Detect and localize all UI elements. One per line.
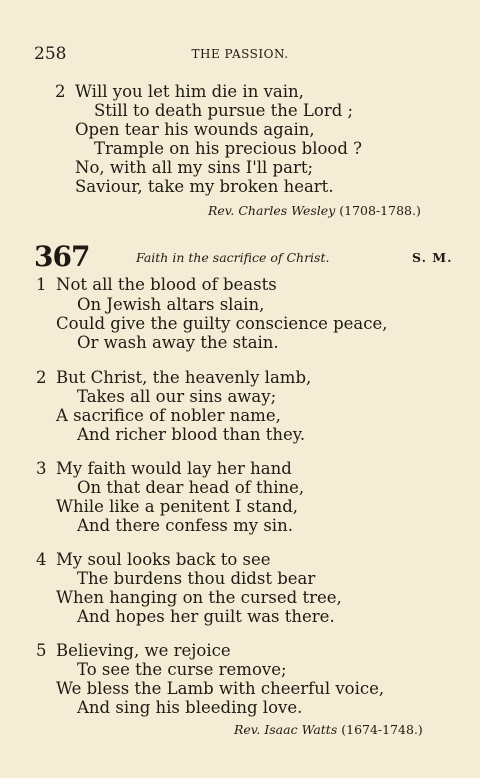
verse-line: Will you let him die in vain, [75, 82, 304, 101]
verse-line: The burdens thou didst bear [77, 569, 316, 588]
verse-line: While like a penitent I stand, [56, 497, 299, 516]
verse-line: Still to death pursue the Lord ; [94, 101, 354, 120]
verse-number: 2 [36, 368, 47, 387]
hymn-number: 367 [34, 240, 90, 273]
verse-line: Trample on his precious blood ? [94, 139, 363, 158]
author-dates: (1674-1748.) [341, 722, 423, 737]
verse-line: We bless the Lamb with cheerful voice, [56, 679, 385, 698]
verse-number: 4 [36, 550, 47, 569]
verse-line: And sing his bleeding love. [77, 698, 303, 717]
verse-line: Believing, we rejoice [56, 641, 231, 660]
verse-line: Saviour, take my broken heart. [75, 177, 334, 196]
hymn-meter: S. M. [412, 250, 453, 265]
verse-line: Or wash away the stain. [77, 333, 279, 352]
page-number: 258 [34, 44, 67, 64]
verse-number: 1 [36, 275, 47, 294]
verse-line: When hanging on the cursed tree, [56, 588, 342, 607]
verse-line: Not all the blood of beasts [56, 275, 277, 294]
verse-line: And richer blood than they. [77, 425, 306, 444]
verse-line: Takes all our sins away; [77, 387, 277, 406]
verse-line: No, with all my sins I'll part; [75, 158, 314, 177]
verse-number: 5 [36, 641, 47, 660]
verse-line: A sacrifice of nobler name, [56, 406, 281, 425]
verse-line: On Jewish altars slain, [77, 295, 265, 314]
verse-line: And there confess my sin. [77, 516, 293, 535]
verse-line: My soul looks back to see [56, 550, 271, 569]
author-attribution [234, 722, 423, 737]
author-dates: (1708-1788.) [339, 203, 421, 218]
verse-line: And hopes her guilt was there. [77, 607, 335, 626]
verse-number: 2 [55, 82, 66, 101]
author-name: Rev. Isaac Watts [234, 722, 338, 737]
author-name: Rev. Charles Wesley [208, 203, 336, 218]
verse-line: But Christ, the heavenly lamb, [56, 368, 312, 387]
verse-line: On that dear head of thine, [77, 478, 305, 497]
verse-number: 3 [36, 459, 47, 478]
running-title: THE PASSION. [191, 47, 289, 61]
verse-line: To see the curse remove; [77, 660, 287, 679]
verse-line: Open tear his wounds again, [75, 120, 315, 139]
verse-line: Could give the guilty conscience peace, [56, 314, 388, 333]
author-attribution [208, 203, 421, 218]
hymn-subtitle: Faith in the sacrifice of Christ. [136, 250, 330, 265]
verse-line: My faith would lay her hand [56, 459, 292, 478]
